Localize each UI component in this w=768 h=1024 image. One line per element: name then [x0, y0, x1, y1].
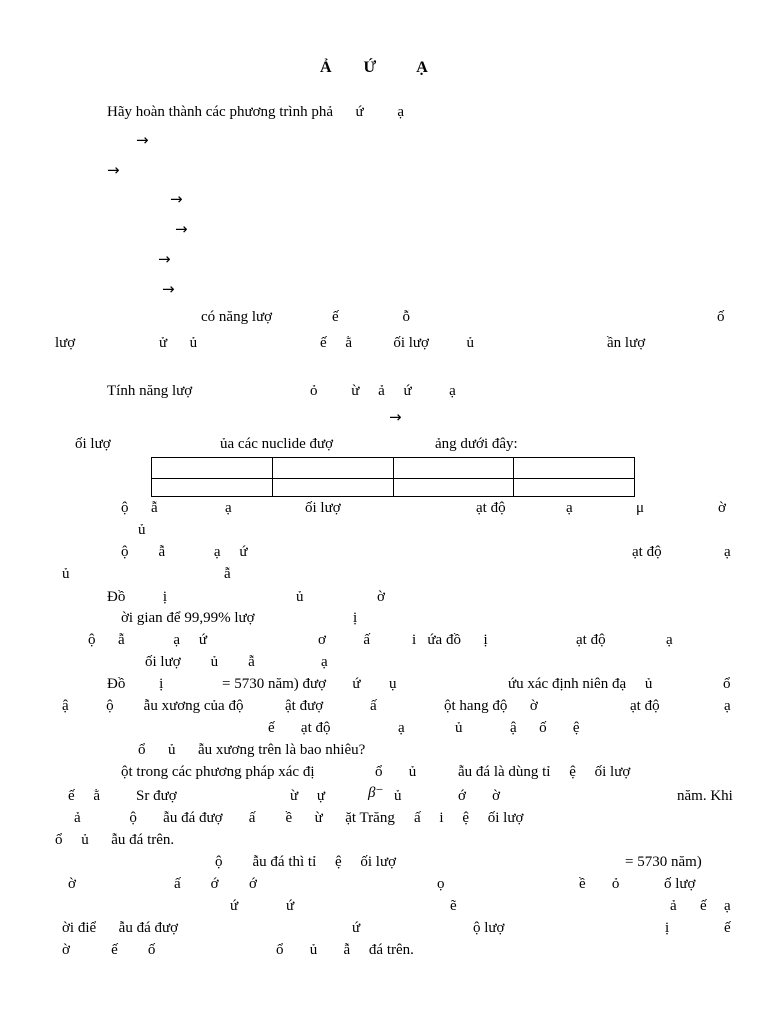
text-line: ời điể ẫu đá đượ	[62, 920, 179, 936]
text-line: = 5730 năm)	[625, 854, 702, 870]
text-line: có năng lượ ế ỗ	[201, 309, 410, 325]
text-line: i ứa đồ ị	[412, 632, 488, 648]
text-line: ả	[670, 898, 677, 914]
text-line: ạ	[724, 544, 731, 560]
text-line: ơ ấ	[318, 632, 371, 648]
text-line: ờ	[377, 589, 385, 605]
text-line: β⁻	[368, 785, 384, 801]
text-line: ạ	[724, 898, 731, 914]
text-line: ẫ	[151, 500, 158, 516]
text-line: Sr đượ	[136, 788, 177, 804]
text-line: = 5730 năm) đượ ứ	[222, 676, 361, 692]
text-line: ị	[353, 610, 358, 626]
text-line: ạt độ	[476, 500, 506, 516]
text-line: ối lượ ủ ẫ	[145, 654, 255, 670]
text-line: ẫu đá là dùng tỉ ệ ối lượ	[458, 764, 631, 780]
text-line: ạ	[724, 698, 731, 714]
text-line: ạ	[666, 632, 673, 648]
text-line: ứ	[352, 920, 361, 936]
text-line: ừ ự	[290, 788, 326, 804]
text-line: Đồ ị	[107, 589, 167, 605]
text-line: ổ ủ ẫu xương trên là bao nhiêu?	[138, 742, 366, 758]
text-line: ứ	[286, 898, 295, 914]
text-line: ế ạt độ	[268, 720, 331, 736]
text-line: ạt độ	[630, 698, 660, 714]
text-line: ủa các nuclide đượ	[220, 436, 334, 452]
text-line: ỏ ừ ả ứ ạ	[310, 383, 456, 399]
text-line: ột hang độ ờ	[444, 698, 538, 714]
text-line: ố	[717, 309, 725, 325]
text-line: ậ ố ệ	[510, 720, 580, 736]
reaction-arrow-4: →	[175, 220, 188, 238]
text-line: ế	[700, 898, 707, 914]
table-cell	[393, 479, 514, 497]
text-line: ối lượ	[305, 500, 341, 516]
text-line: ứu xác định niên đạ ủ	[508, 676, 653, 692]
text-line: ử ủ	[159, 335, 198, 351]
text-line: ạ	[398, 720, 405, 736]
text-line: ạ	[566, 500, 573, 516]
text-line: ọ	[437, 876, 445, 892]
text-line: ối lượ	[75, 436, 111, 452]
text-line: ủ	[394, 788, 402, 804]
table-cell	[152, 479, 273, 497]
table-cell	[514, 458, 635, 479]
reaction-arrow-3: →	[170, 190, 183, 208]
text-line: ớ	[249, 876, 257, 892]
table-cell	[393, 458, 514, 479]
text-line: ạt độ	[576, 632, 606, 648]
text-line: ẫ	[224, 566, 231, 582]
text-line: ờ ế ố	[62, 942, 156, 958]
text-line: ộ lượ	[473, 920, 505, 936]
table-cell	[152, 458, 273, 479]
text-line: ổ	[723, 676, 731, 692]
text-line: ủ	[296, 589, 304, 605]
text-line: ạt độ	[632, 544, 662, 560]
intro-text: Hãy hoàn thành các phương trình phả ứ ạ	[107, 104, 405, 120]
text-line: ổ ủ	[375, 764, 417, 780]
text-line: ị	[665, 920, 670, 936]
text-line: ộ ẫu đá thì tỉ ệ ối lượ	[215, 854, 397, 870]
text-line: ớ ờ	[458, 788, 501, 804]
text-line: ủ	[455, 720, 463, 736]
text-line: ộ	[121, 500, 129, 516]
text-line: μ	[636, 500, 645, 516]
text-line: ờ	[718, 500, 726, 516]
text-line: ộ ẫ ạ ứ	[121, 544, 248, 560]
text-line: ứ	[230, 898, 239, 914]
text-line: ủ	[62, 566, 70, 582]
text-line: ật đượ	[285, 698, 324, 714]
text-line: Đồ ị	[107, 676, 164, 692]
reaction-arrow-5: →	[158, 250, 171, 268]
text-line: ảng dưới đây:	[435, 436, 518, 452]
text-line: ấ i ệ ối lượ	[414, 810, 524, 826]
text-line: ổ ủ ẫ đá trên.	[276, 942, 414, 958]
text-line: ề ỏ	[579, 876, 620, 892]
text-line: ần lượ	[607, 335, 646, 351]
document-title: Ả Ứ Ạ	[320, 59, 428, 76]
text-line: ấ	[370, 698, 377, 714]
text-line: Tính năng lượ	[107, 383, 193, 399]
text-line: ế ằ	[68, 788, 101, 804]
nuclide-mass-table	[151, 457, 635, 497]
text-line: ậ ộ ẫu xương của độ	[62, 698, 244, 714]
text-line: ụ	[389, 676, 397, 692]
text-line: ả ộ ẫu đá đượ ấ ề ừ ặt Trăng	[74, 810, 395, 826]
reaction-arrow-1: →	[136, 131, 149, 149]
text-line: ổ ủ ẫu đá trên.	[55, 832, 175, 848]
table-row	[152, 458, 635, 479]
reaction-arrow-7: →	[389, 408, 402, 426]
table-cell	[272, 458, 393, 479]
text-line: ẽ	[450, 898, 457, 914]
text-line: ạ	[321, 654, 328, 670]
reaction-arrow-2: →	[107, 161, 120, 179]
text-line: ờ	[68, 876, 76, 892]
text-line: ế	[724, 920, 731, 936]
text-line: năm. Khi	[677, 788, 733, 804]
text-line: ấ ớ	[174, 876, 219, 892]
table-cell	[514, 479, 635, 497]
text-line: lượ	[55, 335, 76, 351]
text-line: ế ằ ối lượ ủ	[320, 335, 474, 351]
text-line: ố lượ	[664, 876, 696, 892]
reaction-arrow-6: →	[162, 280, 175, 298]
text-line: ộ ẫ ạ ứ	[88, 632, 207, 648]
table-cell	[272, 479, 393, 497]
text-line: ột trong các phương pháp xác đị	[121, 764, 315, 780]
text-line: ủ	[138, 522, 146, 538]
text-line: ời gian để 99,99% lượ	[121, 610, 255, 626]
table-row	[152, 479, 635, 497]
text-line: ạ	[225, 500, 232, 516]
